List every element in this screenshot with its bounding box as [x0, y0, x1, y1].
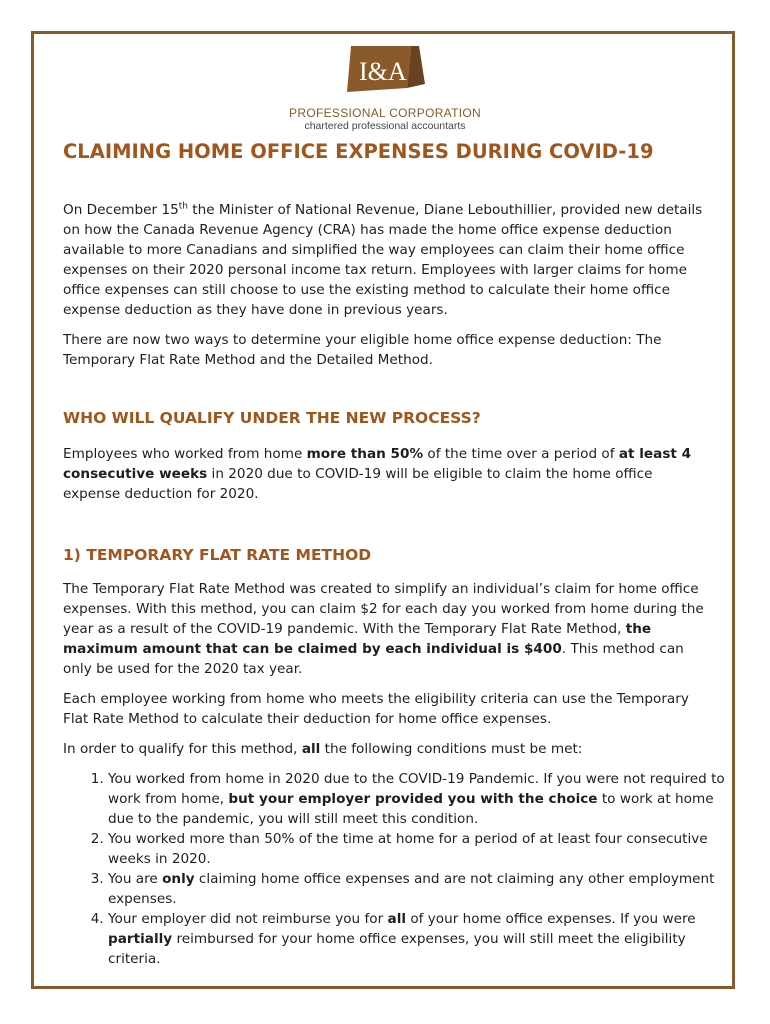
flat-rate-paragraph-3: In order to qualify for this method, all the following conditions must be met:: [63, 741, 583, 757]
svg-text:I&A: I&A: [359, 57, 407, 86]
page-title: CLAIMING HOME OFFICE EXPENSES DURING COVID-19: [63, 140, 654, 163]
logo-mark-icon: [345, 46, 425, 104]
logo-tagline: chartered professional accountarts: [304, 120, 466, 132]
intro-paragraph-2: There are now two ways to determine your eligible home office expense deduction: The Temporary Flat Rate Method and the Detailed Method.: [63, 332, 662, 368]
section-heading-qualify: WHO WILL QUALIFY UNDER THE NEW PROCESS?: [63, 409, 481, 427]
list-item: 4. Your employer did not reimburse you for all of your home office expenses. If you were partially reimbursed for your home office expenses, you will still meet the eligibility criteria.: [108, 909, 728, 969]
list-item: 3. You are only claiming home office expenses and are not claiming any other employment expenses.: [108, 869, 728, 909]
list-item: 2. You worked more than 50% of the time at home for a period of at least four consecutive weeks in 2020.: [108, 829, 728, 869]
flat-rate-paragraph-1: The Temporary Flat Rate Method was created to simplify an individual’s claim for home office expenses. With this method, you can claim $2 for each day you worked from home during the year as a result of the COVID-19 pandemic. With the Temporary Flat Rate Method, the maximum amount that can be claimed by each individual is $400. This method can only be used for the 2020 tax year.: [63, 581, 704, 677]
list-item: 1. You worked from home in 2020 due to the COVID-19 Pandemic. If you were not required to work from home, but your employer provided you with the choice to work at home due to the pandemic, you will still meet this condition.: [108, 769, 728, 829]
section-heading-flat-rate: 1) TEMPORARY FLAT RATE METHOD: [63, 546, 372, 564]
qualify-paragraph: Employees who worked from home more than 50% of the time over a period of at least 4 consecutive weeks in 2020 due to COVID-19 will be eligible to claim the home office expense deduction for 2020.: [63, 446, 692, 502]
intro-paragraph-1: On December 15th the Minister of National Revenue, Diane Lebouthillier, provided new details on how the Canada Revenue Agency (CRA) has made the home office expense deduction available to more Canadians and simplified the way employees can claim their home office expenses on their 2020 personal income tax return. Employees with larger claims for home office expenses can still choose to use the existing method to calculate their home office expense deduction as they have done in previous years.: [63, 201, 703, 318]
company-logo: [287, 46, 483, 136]
logo-company-type: PROFESSIONAL CORPORATION: [289, 106, 481, 120]
conditions-list: [85, 769, 728, 969]
flat-rate-paragraph-2: Each employee working from home who meets the eligibility criteria can use the Temporary Flat Rate Method to calculate their deduction for home office expenses.: [63, 691, 689, 727]
